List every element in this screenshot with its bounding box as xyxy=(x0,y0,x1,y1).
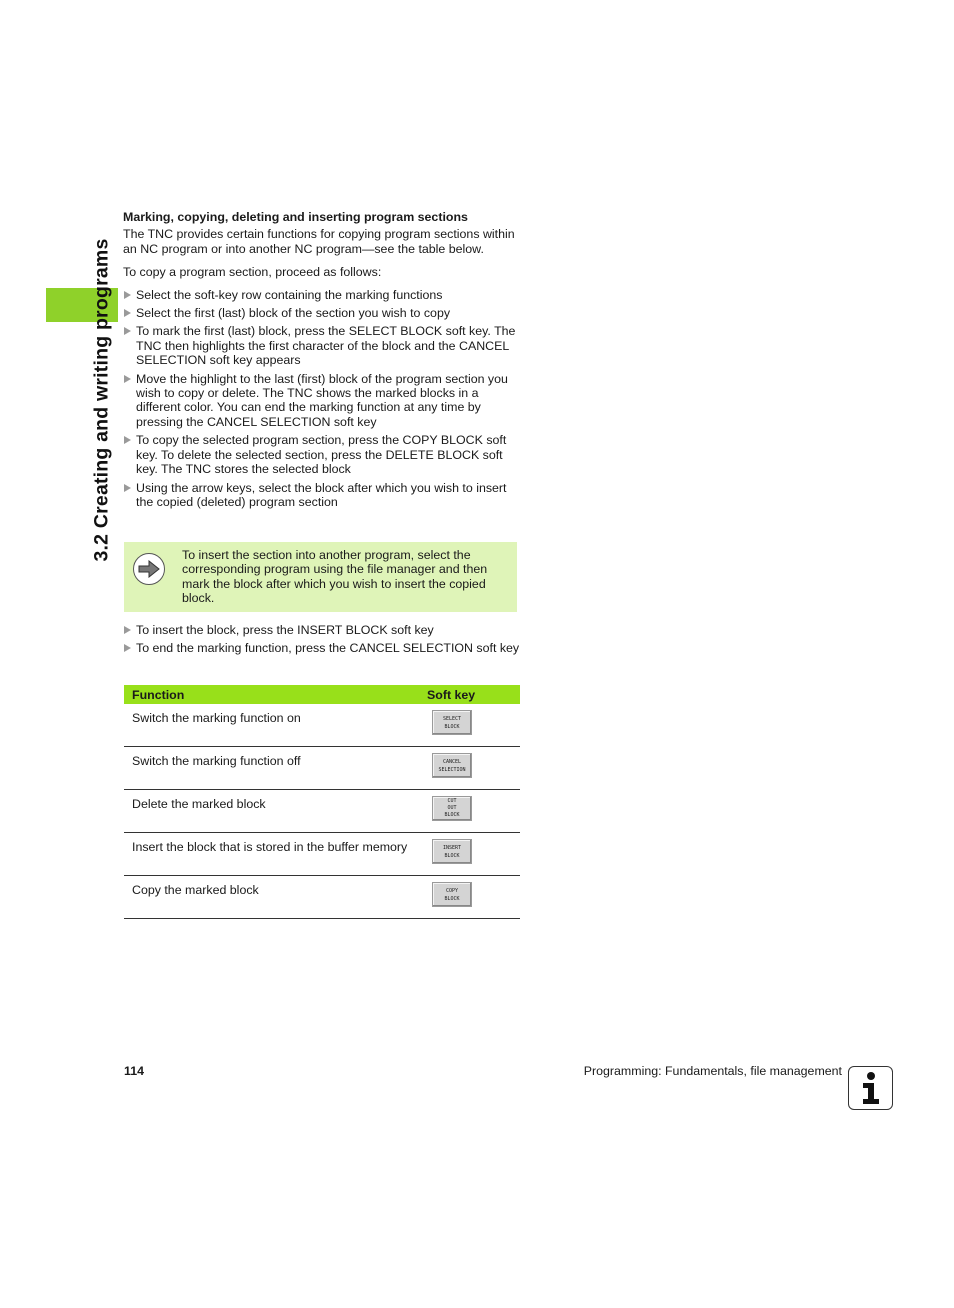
chapter-title: 3.2 Creating and writing programs xyxy=(90,238,113,562)
step-list xyxy=(123,288,523,510)
table-row xyxy=(124,747,520,790)
bullet-triangle-icon xyxy=(124,626,131,634)
note-box xyxy=(124,542,517,612)
function-cell: Delete the marked block xyxy=(124,790,422,833)
softkey-table xyxy=(124,685,520,919)
arrow-right-icon xyxy=(133,553,165,585)
cancel-selection-softkey[interactable]: CANCEL SELECTION xyxy=(432,753,472,778)
copy-block-softkey[interactable]: COPY BLOCK xyxy=(432,882,472,907)
bullet-triangle-icon xyxy=(124,484,131,492)
bullet-triangle-icon xyxy=(124,644,131,652)
bullet-triangle-icon xyxy=(124,291,131,299)
table-header xyxy=(124,685,520,704)
note-text: To insert the section into another program, select the corresponding program using the file manager and then mark the block after which you wish to insert the copied block. xyxy=(182,548,488,606)
section-body xyxy=(123,210,523,513)
list-item: Select the soft-key row containing the marking functions xyxy=(123,288,523,302)
table-row xyxy=(124,876,520,919)
intro-paragraph: The TNC provides certain functions for copying program sections within an NC program or into another NC program—see the table below. xyxy=(123,227,515,256)
list-item: To copy the selected program section, press the COPY BLOCK soft key. To delete the selected section, press the DELETE BLOCK soft key. The TNC stores the selected block xyxy=(123,433,523,476)
function-cell: Copy the marked block xyxy=(124,876,422,919)
bullet-triangle-icon xyxy=(124,309,131,317)
step-list-2 xyxy=(123,623,523,660)
bullet-triangle-icon xyxy=(124,436,131,444)
section-heading: Marking, copying, deleting and inserting program sections xyxy=(123,210,468,224)
page-number: 114 xyxy=(124,1064,144,1078)
column-header-function: Function xyxy=(124,685,422,704)
select-block-softkey[interactable]: SELECT BLOCK xyxy=(432,710,472,735)
insert-block-softkey[interactable]: INSERT BLOCK xyxy=(432,839,472,864)
table-row xyxy=(124,704,520,747)
table-row xyxy=(124,790,520,833)
function-cell: Switch the marking function on xyxy=(124,704,422,747)
list-item: Move the highlight to the last (first) block of the program section you wish to copy or delete. The TNC shows the marked blocks in a different color. You can end the marking function at any time by pressing the CANCEL SELECTION soft key xyxy=(123,372,523,430)
list-item: To mark the first (last) block, press the SELECT BLOCK soft key. The TNC then highlights the first character of the block and the CANCEL SELECTION soft key appears xyxy=(123,324,523,367)
list-item: Select the first (last) block of the section you wish to copy xyxy=(123,306,523,320)
list-item: Using the arrow keys, select the block after which you wish to insert the copied (deleted) program section xyxy=(123,481,523,510)
bullet-triangle-icon xyxy=(124,375,131,383)
info-icon xyxy=(848,1066,893,1110)
cut-out-block-softkey[interactable]: CUT OUT BLOCK xyxy=(432,796,472,821)
column-header-softkey: Soft key xyxy=(422,685,520,704)
table-row xyxy=(124,833,520,876)
lead-paragraph: To copy a program section, proceed as follows: xyxy=(123,265,382,280)
list-item: To insert the block, press the INSERT BLOCK soft key xyxy=(123,623,523,637)
bullet-triangle-icon xyxy=(124,327,131,335)
list-item: To end the marking function, press the CANCEL SELECTION soft key xyxy=(123,641,523,655)
function-cell: Switch the marking function off xyxy=(124,747,422,790)
function-cell: Insert the block that is stored in the buffer memory xyxy=(124,833,422,876)
running-footer: Programming: Fundamentals, file management xyxy=(583,1064,842,1078)
